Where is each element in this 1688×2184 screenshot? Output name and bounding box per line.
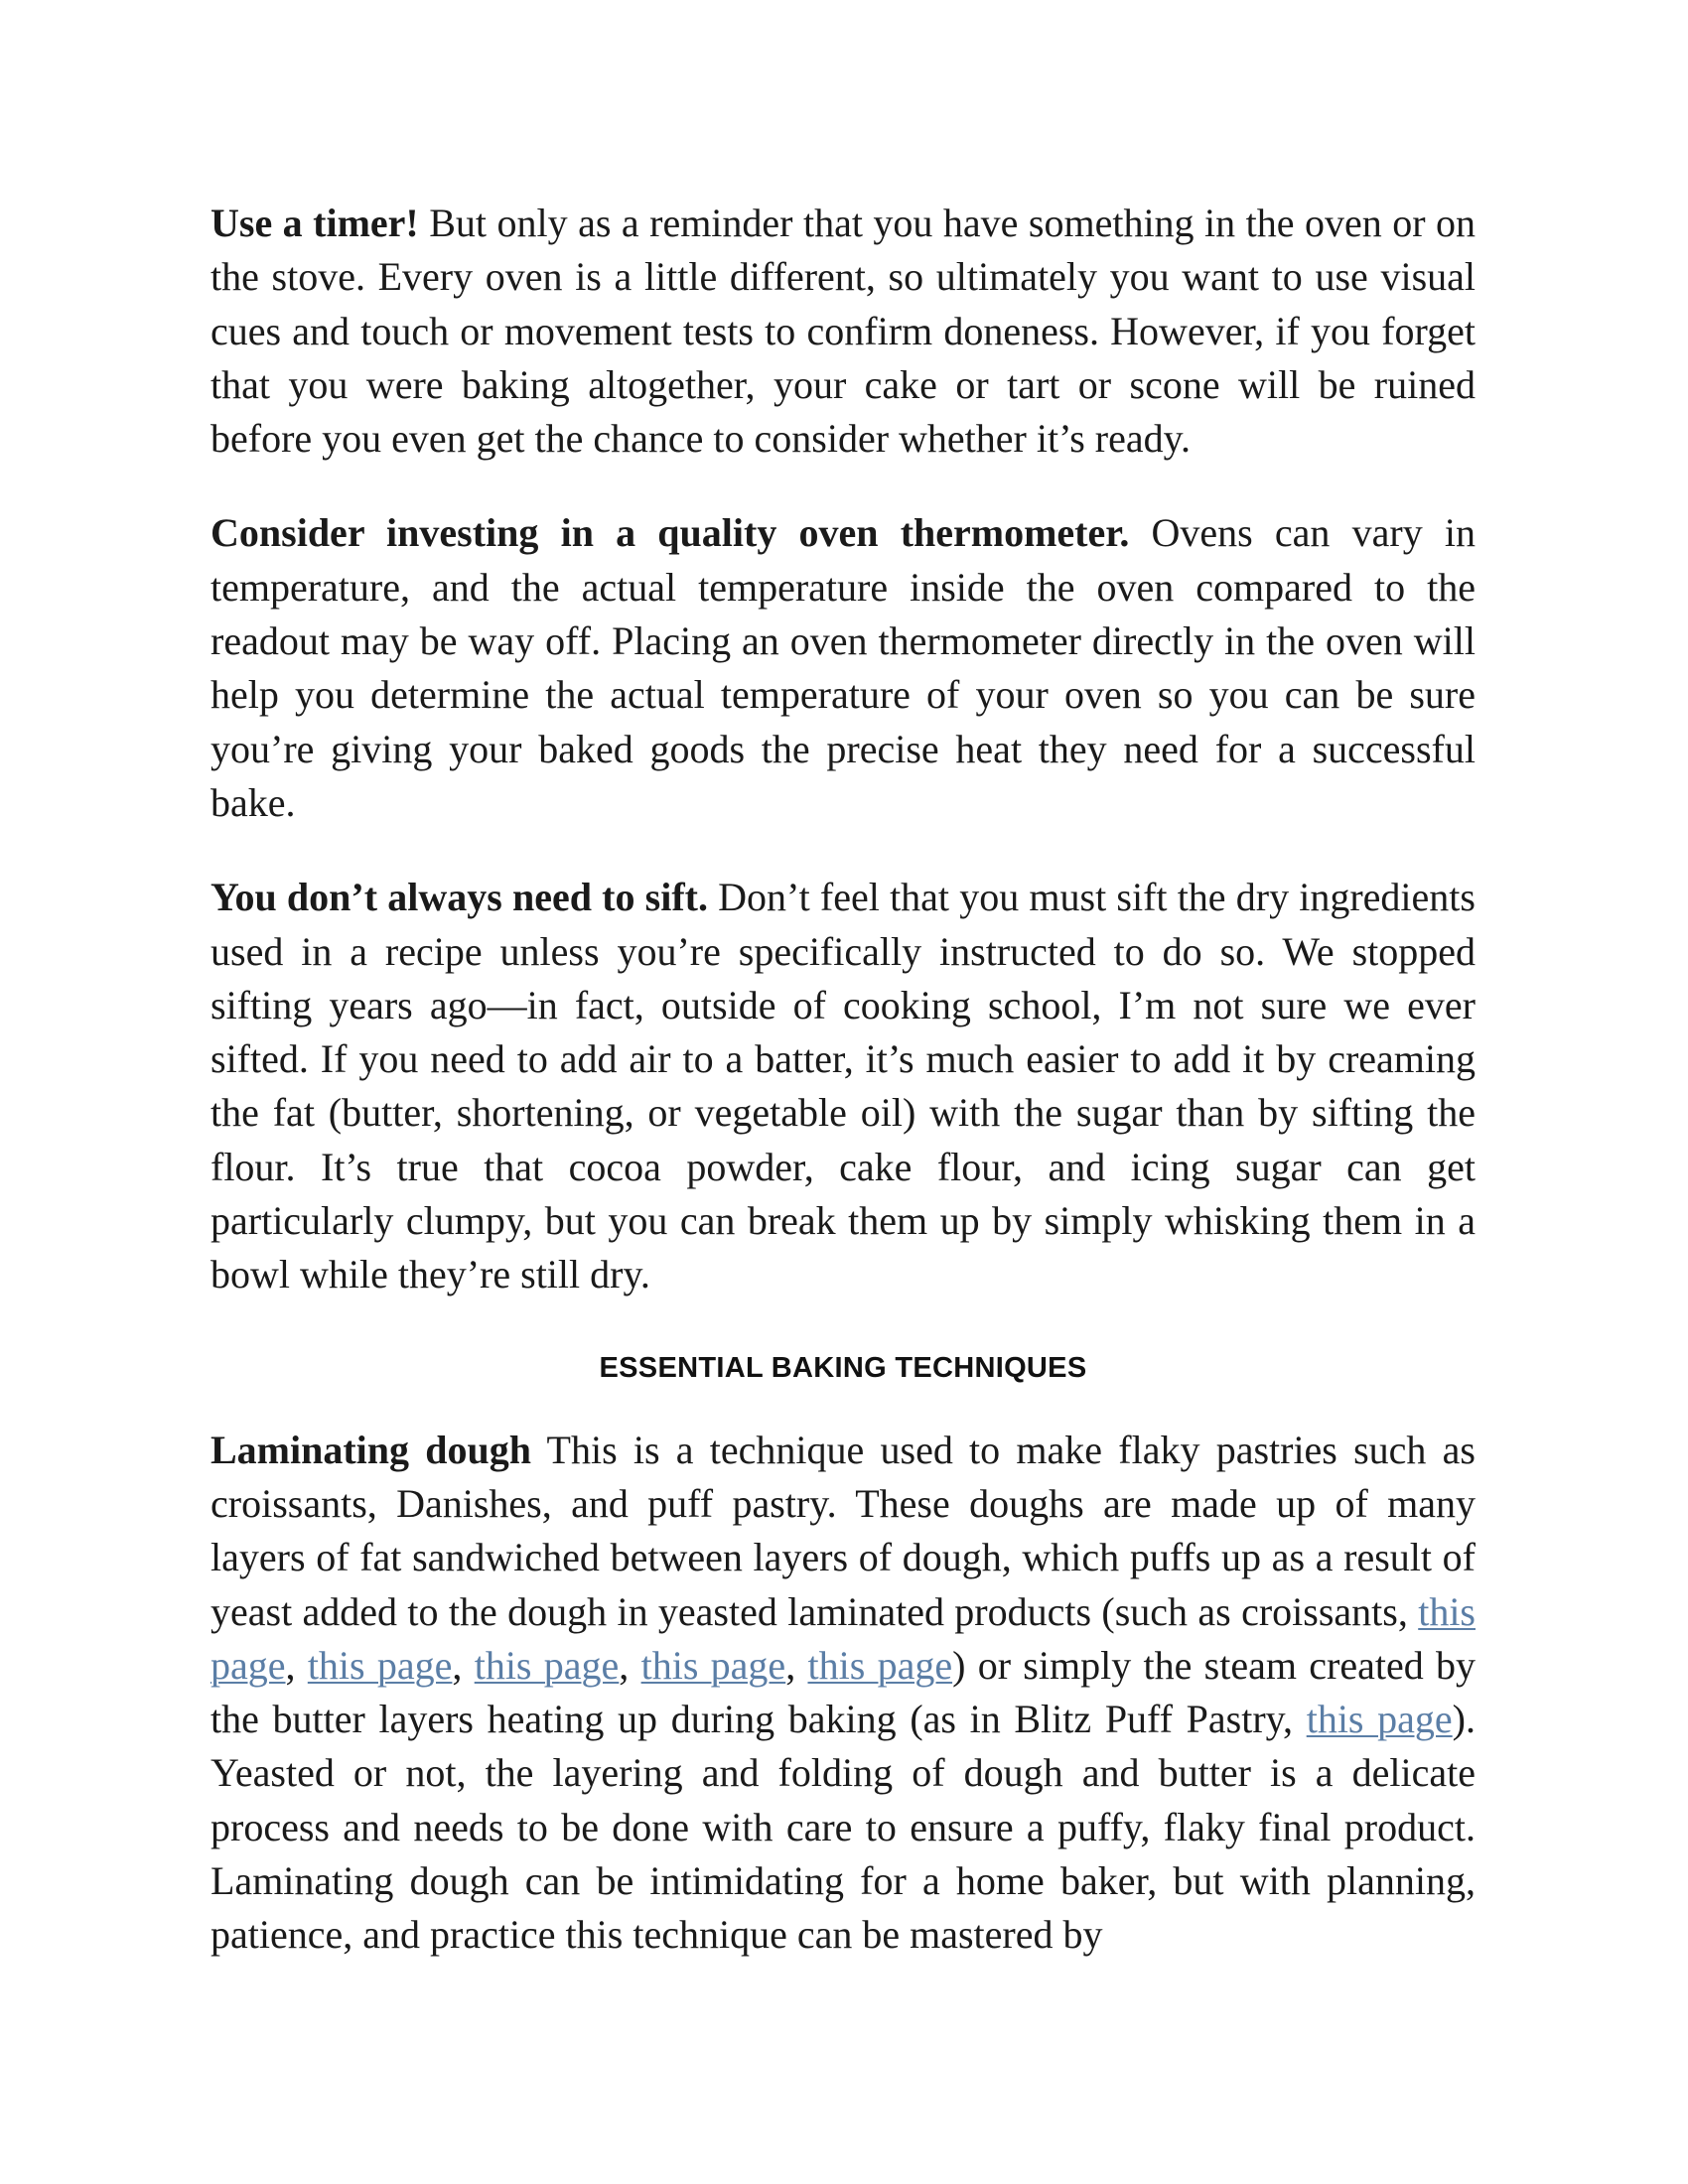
link-separator: , [619,1642,641,1688]
link-separator: , [285,1642,308,1688]
page-link-1[interactable]: this page [211,1588,1476,1688]
link-separator: , [785,1642,808,1688]
tip-paragraph-timer [211,197,1476,466]
laminating-paragraph [211,1424,1476,1963]
laminating-text-3: ). Yeasted or not, the layering and folding of dough and butter is a delicate process and needs to be done with care to ensure a puffy, flaky final product. Laminating dough can be intimidating for a home baker, but with planning, patience, and practice this technique can be mastered by [211,1697,1476,1958]
tip-lead-timer: Use a timer! [211,201,419,245]
page-link-4[interactable]: this page [640,1642,786,1688]
tip-paragraph-sift [211,871,1476,1301]
laminating-lead: Laminating dough [211,1427,532,1472]
page-link-blitz-puff-pastry[interactable]: this page [1306,1697,1453,1742]
page-link-2[interactable]: this page [307,1642,453,1688]
tip-body-timer: But only as a reminder that you have something in the oven or on the stove. Every oven is a little different, so ultimately you want to use visual cues and touch or movement tests to confirm doneness. However, if you forget that you were baking altogether, your cake or tart or scone will be ruined before you even get the chance to consider whether it’s ready. [211,201,1476,462]
page-link-3[interactable]: this page [474,1642,620,1688]
tip-lead-thermometer: Consider investing in a quality oven thermometer. [211,510,1130,556]
laminating-text-1: This is a technique used to make flaky pastries such as croissants, Danishes, and puff pastry. These doughs are made up of many layers of fat sandwiched between layers of dough, which puffs up as a result of yeast added to the dough in yeasted laminated products (such as croissants, [211,1427,1476,1634]
page-link-5[interactable]: this page [807,1642,953,1688]
link-separator: , [452,1642,475,1688]
tip-lead-sift: You don’t always need to sift. [211,875,708,920]
laminating-text-2: ) or simply the steam created by the butter layers heating up during baking (as in Blitz Puff Pastry, [211,1642,1476,1742]
tip-body-sift: Don’t feel that you must sift the dry ingredients used in a recipe unless you’re specifically instructed to do so. We stopped sifting years ago—in fact, outside of cooking school, I’m not sure we ever sifted. If you need to add air to a batter, it’s much easier to add it by creaming the fat (butter, shortening, or vegetable oil) with the sugar than by sifting the flour. It’s true that cocoa powder, cake flour, and icing sugar can get particularly clumpy, but you can break them up by simply whisking them in a bowl while they’re still dry. [211,875,1476,1297]
tip-body-thermometer: Ovens can vary in temperature, and the actual temperature inside the oven compared to the readout may be way off. Placing an oven thermometer directly in the oven will help you determine the actual temperature of your oven so you can be sure you’re giving your baked goods the precise heat they need for a successful bake. [211,510,1476,825]
document-page [211,197,1476,1963]
section-heading: ESSENTIAL BAKING TECHNIQUES [599,1351,1087,1384]
tip-paragraph-thermometer [211,506,1476,830]
